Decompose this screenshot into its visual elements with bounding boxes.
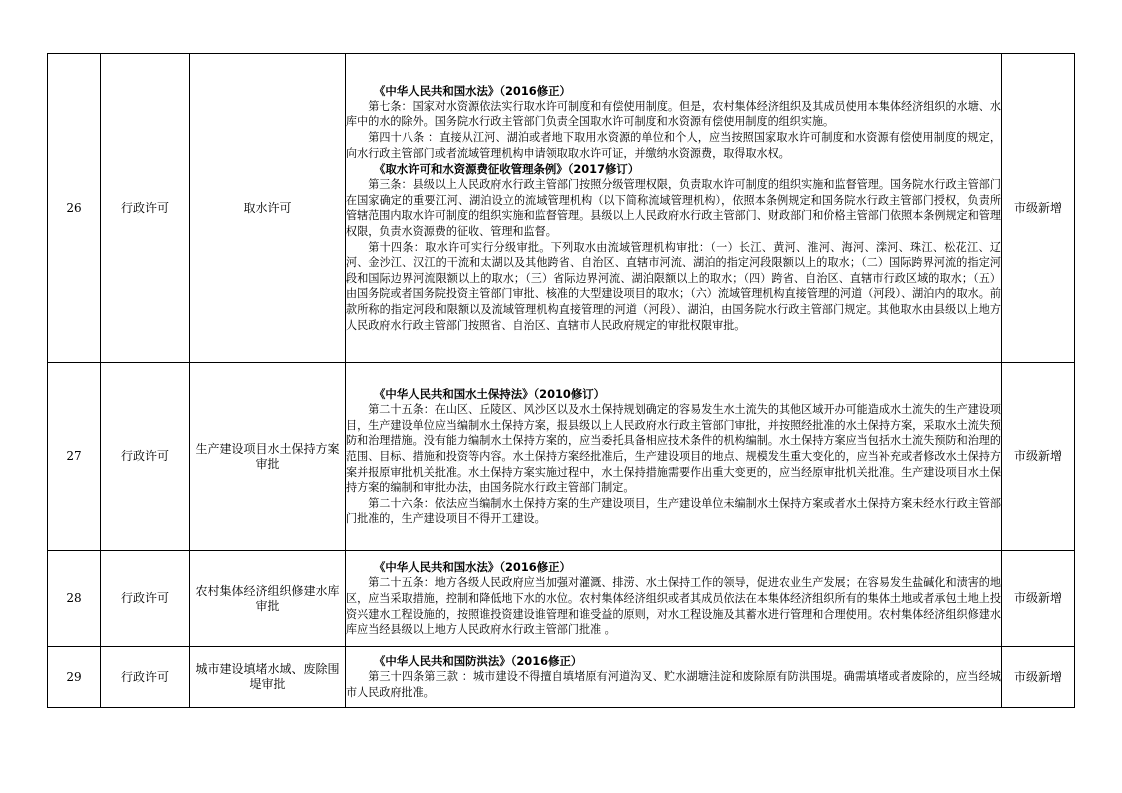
law-article: 第二十五条：地方各级人民政府应当加强对灌溉、排涝、水土保持工作的领导，促进农业生产发展；在容易发生盐碱化和渍害的地区，应当采取措施，控制和降低地下水的水位。农村集体经济组织或者其成员依法在本集体经济组织所有的集体土地或者承包土地上投资兴建水工程设施的，按照谁投资建设谁管理和谁受益的原则，对水工程设施及其蓄水进行管理和合理使用。农村集体经济组织修建水库应当经县级以上地方人民政府水行政主管部门批准 。 [346, 576, 1001, 637]
law-article: 第二十六条：依法应当编制水土保持方案的生产建设项目，生产建设单位未编制水土保持方案或者水土保持方案未经水行政主管部门批准的，生产建设项目不得开工建设。 [346, 496, 1001, 526]
law-article: 第十四条：取水许可实行分级审批。下列取水由流域管理机构审批：（一）长江、黄河、淮河、海河、滦河、珠江、松花江、辽河、金沙江、汉江的干流和太湖以及其他跨省、自治区、直辖市河流、湖泊的指定河段限额以上的取水；（二）国际跨界河流的指定河段和国际边界河流限额以上的取水；（三）省际边界河流、湖泊限额以上的取水；（四）跨省、自治区、直辖市行政区域的取水；（五）由国务院或者国务院投资主管部门审批、核准的大型建设项目的取水；（六）流域管理机构直接管理的河道（河段）、湖泊内的取水。前款所称的指定河段和限额以及流域管理机构直接管理的河道（河段）、湖泊，由国务院水行政主管部门规定。其他取水由县级以上地方人民政府水行政主管部门按照省、自治区、直辖市人民政府规定的审批权限审批。 [346, 240, 1001, 332]
law-article: 第三条：县级以上人民政府水行政主管部门按照分级管理权限，负责取水许可制度的组织实施和监督管理。国务院水行政主管部门在国家确定的重要江河、湖泊设立的流域管理机构（以下简称流域管理机构），依照本条例规定和国务院水行政主管部门授权，负责所管辖范围内取水许可制度的组织实施和监督管理。县级以上人民政府水行政主管部门、财政部门和价格主管部门依照本条例规定和管理权限，负责水资源费的征收、管理和监督。 [346, 178, 1001, 238]
table-row [48, 54, 1075, 363]
law-article: 第四十八条 ：直接从江河、湖泊或者地下取用水资源的单位和个人，应当按照国家取水许可制度和水资源有偿使用制度的规定，向水行政主管部门或者流域管理机构申请领取取水许可证，并缴纳水资源费，取得取水权。 [346, 131, 1001, 160]
remark: 市级新增 [1002, 363, 1075, 551]
legal-basis-cell [346, 54, 1002, 363]
remark: 市级新增 [1002, 551, 1075, 647]
law-title: 《中华人民共和国水法》（2016修正） [374, 83, 571, 98]
item-type: 行政许可 [101, 551, 190, 647]
row-number: 28 [48, 551, 101, 647]
remark: 市级新增 [1002, 54, 1075, 363]
item-name: 生产建设项目水土保持方案审批 [190, 363, 346, 551]
row-number: 27 [48, 363, 101, 551]
law-title: 《中华人民共和国水土保持法》（2010修订） [374, 387, 606, 402]
row-number: 26 [48, 54, 101, 363]
item-type: 行政许可 [101, 363, 190, 551]
remark: 市级新增 [1002, 647, 1075, 708]
item-name: 城市建设填堵水域、废除围堤审批 [190, 647, 346, 708]
table-row [48, 363, 1075, 551]
item-name: 农村集体经济组织修建水库审批 [190, 551, 346, 647]
law-title: 《中华人民共和国防洪法》（2016修正） [374, 654, 583, 669]
table-row [48, 647, 1075, 708]
row-number: 29 [48, 647, 101, 708]
legal-basis-cell [346, 551, 1002, 647]
records-table [47, 53, 1075, 708]
law-article: 第七条：国家对水资源依法实行取水许可制度和有偿使用制度。但是，农村集体经济组织及其成员使用本集体经济组织的水塘、水库中的水的除外。国务院水行政主管部门负责全国取水许可制度和水资源有偿使用制度的组织实施。 [346, 99, 1001, 129]
table-row [48, 551, 1075, 647]
item-type: 行政许可 [101, 54, 190, 363]
legal-basis-cell [346, 647, 1002, 708]
law-title: 《取水许可和水资源费征收管理条例》（2017修订） [374, 162, 640, 177]
item-name: 取水许可 [190, 54, 346, 363]
law-article: 第三十四条第三款 ：城市建设不得擅自填堵原有河道沟叉、贮水湖塘洼淀和废除原有防洪围堤。确需填堵或者废除的，应当经城市人民政府批准。 [346, 670, 1001, 699]
law-article: 第二十五条：在山区、丘陵区、风沙区以及水土保持规划确定的容易发生水土流失的其他区域开办可能造成水土流失的生产建设项目，生产建设单位应当编制水土保持方案，报县级以上人民政府水行政主管部门审批，并按照经批准的水土保持方案，采取水土流失预防和治理措施。没有能力编制水土保持方案的，应当委托具备相应技术条件的机构编制。水土保持方案应当包括水土流失预防和治理的范围、目标、措施和投资等内容。水土保持方案经批准后，生产建设项目的地点、规模发生重大变化的，应当补充或者修改水土保持方案并报原审批机关批准。水土保持方案实施过程中，水土保持措施需要作出重大变更的，应当经原审批机关批准。生产建设项目水土保持方案的编制和审批办法，由国务院水行政主管部门制定。 [346, 403, 1001, 495]
legal-basis-cell [346, 363, 1002, 551]
item-type: 行政许可 [101, 647, 190, 708]
law-title: 《中华人民共和国水法》（2016修正） [374, 560, 571, 575]
